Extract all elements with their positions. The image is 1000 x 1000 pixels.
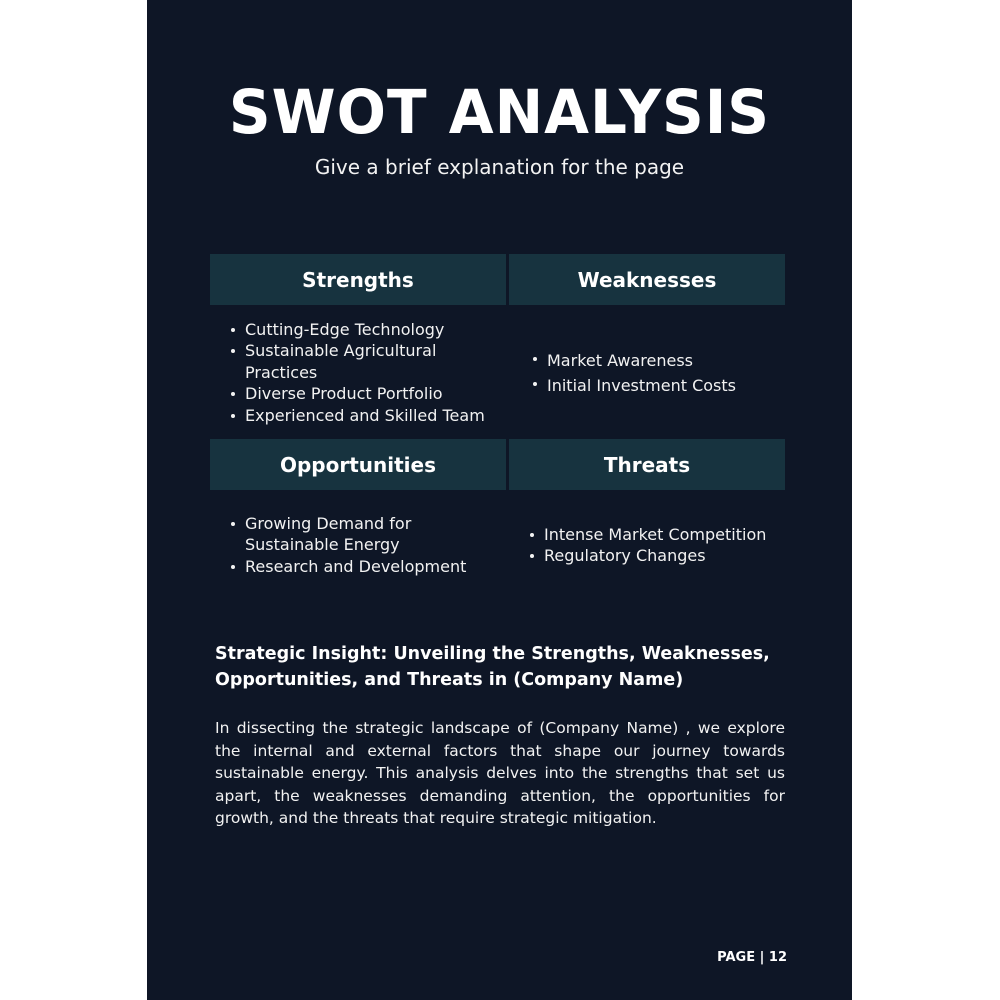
- opportunities-list: [229, 513, 466, 578]
- list-item: Experienced and Skilled Team: [229, 405, 485, 427]
- page-number: PAGE | 12: [717, 950, 787, 965]
- weaknesses-list: [531, 348, 736, 398]
- list-item: Cutting-Edge Technology: [229, 319, 485, 341]
- list-item: Research and Development: [229, 556, 466, 578]
- list-item: Intense Market Competition: [528, 524, 766, 546]
- list-item: Initial Investment Costs: [531, 373, 736, 398]
- list-item: Market Awareness: [531, 348, 736, 373]
- strengths-header: Strengths: [210, 254, 506, 305]
- threats-cell: [528, 505, 785, 585]
- list-item: Sustainable Agricultural Practices: [229, 340, 450, 383]
- strengths-list: [229, 319, 485, 427]
- weaknesses-header: Weaknesses: [509, 254, 785, 305]
- page-title: SWOT ANALYSIS: [228, 76, 771, 148]
- strengths-cell: [229, 316, 499, 429]
- list-item: Regulatory Changes: [528, 545, 766, 567]
- insight-body: In dissecting the strategic landscape of (Company Name) , we explore the internal and external factors that shape our journey towards sustainable energy. This analysis delves into the strengths that set us apart, the weaknesses demanding attention, the opportunities for growth, and the threats that require strategic mitigation.: [215, 719, 785, 827]
- list-item: Diverse Product Portfolio: [229, 383, 485, 405]
- threats-list: [528, 524, 766, 567]
- insight-heading: Strategic Insight: Unveiling the Strengths, Weaknesses, Opportunities, and Threats in (Company Name): [215, 644, 770, 690]
- opportunities-header: Opportunities: [210, 439, 506, 490]
- page-subtitle: Give a brief explanation for the page: [314, 155, 685, 179]
- document-page: [147, 0, 852, 1000]
- list-item: Growing Demand for Sustainable Energy: [229, 513, 440, 556]
- threats-header: Threats: [509, 439, 785, 490]
- opportunities-cell: [229, 505, 499, 585]
- weaknesses-cell: [531, 316, 785, 429]
